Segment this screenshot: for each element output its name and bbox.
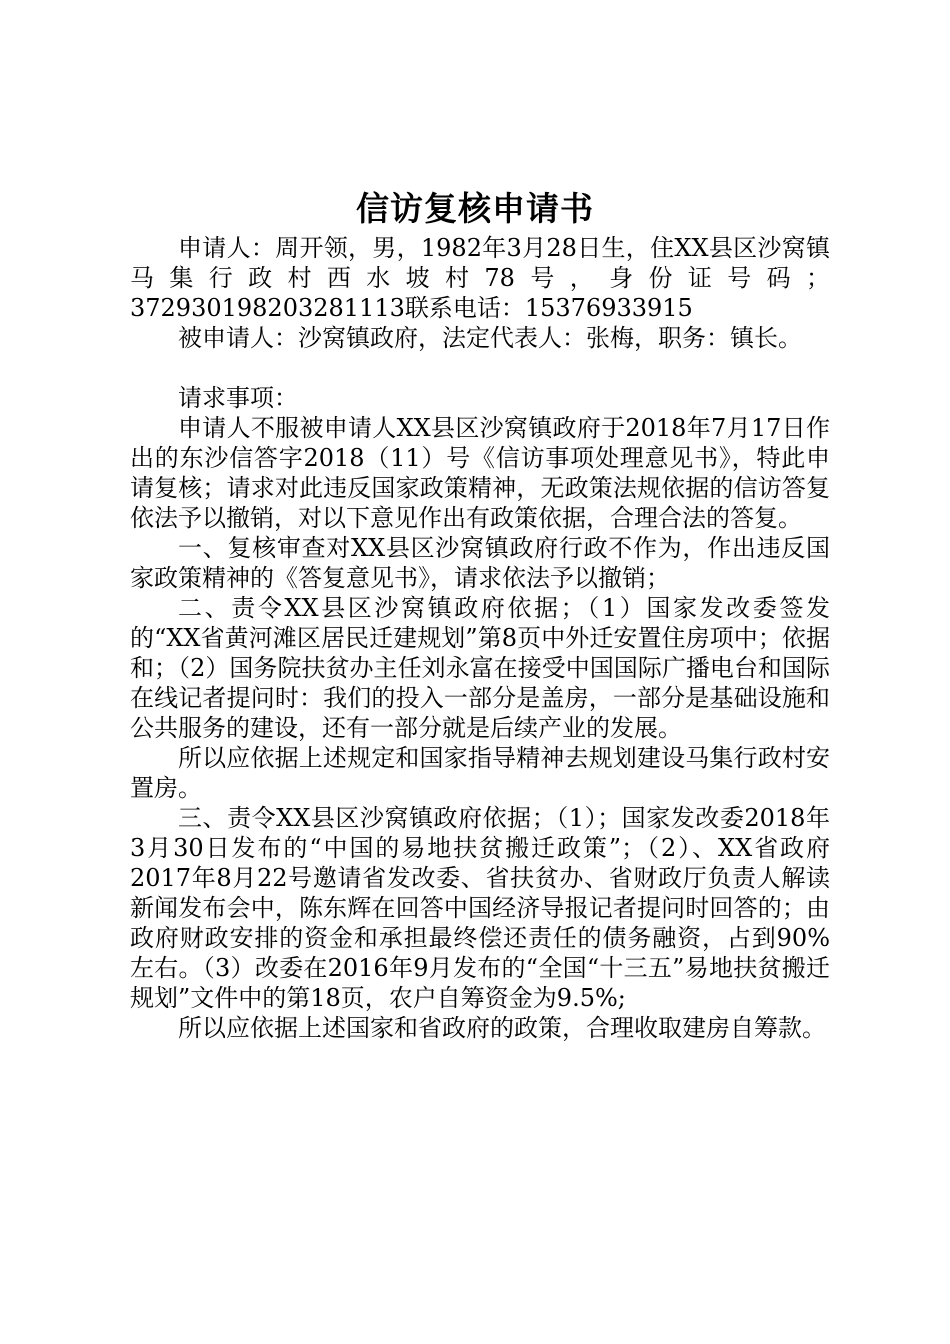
request-heading: 请求事项： [178,384,298,412]
request-paragraph-2: 一、复核审查对XX县区沙窝镇政府行政不作为，作出违反国家政策精神的《答复意见书》，请求依法予以撤销； [130,534,830,592]
paragraph-gap [130,353,830,383]
applicant-paragraph: 申请人：周开领，男，1982年3月28日生，住XX县区沙窝镇马集行政村西水坡村78号，身份证号码；372930198203281113联系电话：15376933915 [130,234,830,322]
document-body [130,233,830,1043]
document-title: 信访复核申请书 [356,189,594,228]
request-paragraph-1: 申请人不服被申请人XX县区沙窝镇政府于2018年7月17日作出的东沙信答字2018（11）号《信访事项处理意见书》，特此申请复核；请求对此违反国家政策精神，无政策法规依据的信访答复依法予以撤销，对以下意见作出有政策依据，合理合法的答复。 [130,414,830,532]
request-paragraph-5: 三、责令XX县区沙窝镇政府依据；（1）；国家发改委2018年3月30日发布的“中国的易地扶贫搬迁政策”；（2）、XX省政府2017年8月22号邀请省发改委、省扶贫办、省财政厅负责人解读新闻发布会中，陈东辉在回答中国经济导报记者提问时回答的；由政府财政安排的资金和承担最终偿还责任的债务融资，占到90%左右。（3）改委在2016年9月发布的“全国“十三五”易地扶贫搬迁规划”文件中的第18页，农户自筹资金为9.5%; [130,804,830,1012]
request-paragraph-6: 所以应依据上述国家和省政府的政策，合理收取建房自筹款。 [178,1014,826,1042]
request-paragraph-3: 二、责令XX县区沙窝镇政府依据；（1）国家发改委签发的“XX省黄河滩区居民迁建规划”第8页中外迁安置住房项中；依据和；（2）国务院扶贫办主任刘永富在接受中国国际广播电台和国际在线记者提问时：我们的投入一部分是盖房，一部分是基础设施和公共服务的建设，还有一部分就是后续产业的发展。 [130,594,830,742]
respondent-paragraph: 被申请人：沙窝镇政府，法定代表人：张梅，职务：镇长。 [178,324,802,352]
request-paragraph-4: 所以应依据上述规定和国家指导精神去规划建设马集行政村安置房。 [130,744,830,802]
